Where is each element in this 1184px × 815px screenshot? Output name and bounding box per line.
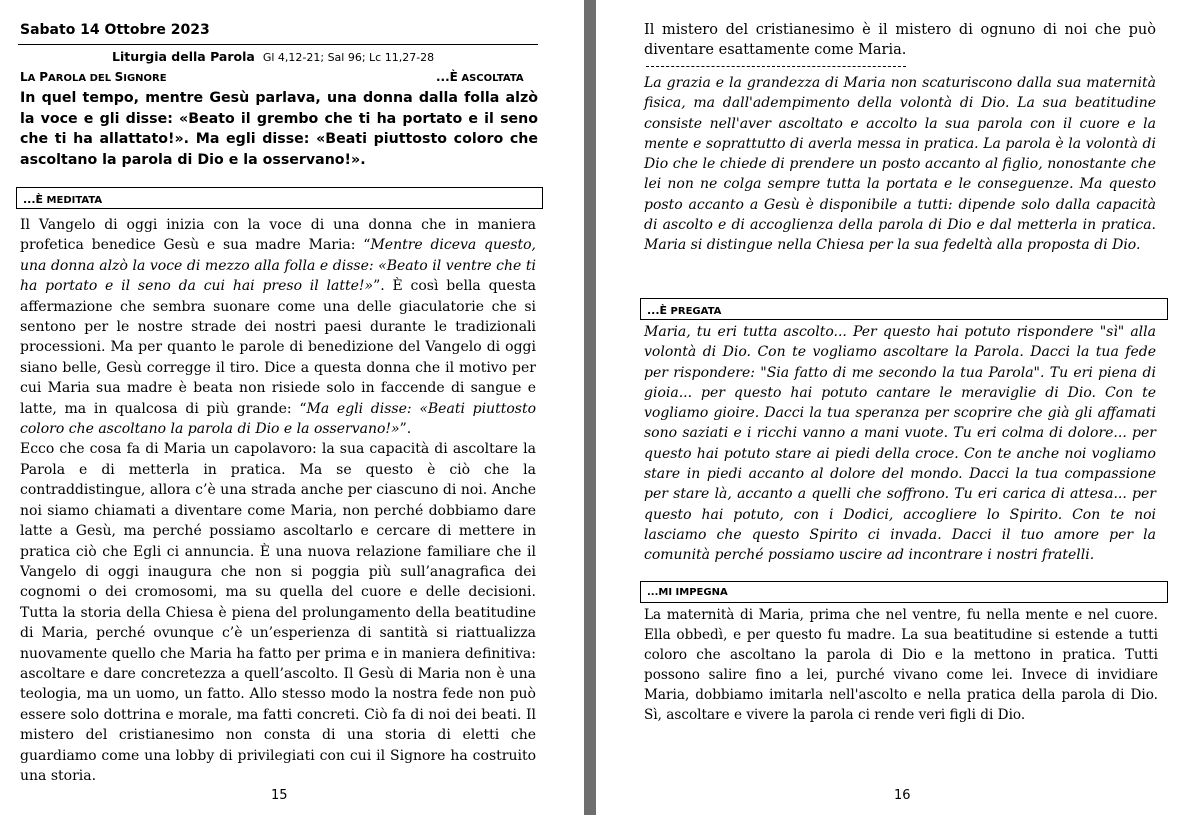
liturgy-line	[112, 49, 434, 64]
reflection-text: La grazia e la grandezza di Maria non scaturiscono dalla sua maternità fisica, ma dall'adempimento della volontà di Dio. La sua beatitudine consiste nell'aver ascoltato e accolto la sua parola con il cuore e la mente e soprattutto di averla messa in pratica. La parola è la volontà di Dio che le chiede di prendere un posto accanto al figlio, nonostante che lei non ne colga sempre tutta la portata e le conseguenze. Ma questo posto accanto a Gesù è disponibile a tutti: dipende solo dalla capacità di ascolto e di accoglienza della parola di Dio e dal metterla in pratica. Maria si distingue nella Chiesa per la sua fedeltà alla proposta di Dio.	[644, 75, 1156, 254]
meditation-text: Il Vangelo di oggi inizia con la voce di una donna che in maniera profetica benedice Gesù e sua madre Maria: “	[20, 217, 536, 254]
liturgy-refs: Gl 4,12-21; Sal 96; Lc 11,27-28	[262, 51, 435, 64]
right-page	[596, 0, 1184, 815]
section-word-header: LA PAROLA DEL SIGNORE	[20, 70, 167, 84]
page-number-left: 15	[271, 788, 288, 803]
section-listened-header: ...È ASCOLTATA	[436, 70, 524, 84]
liturgy-title: Liturgia della Parola	[112, 49, 255, 64]
commit-header-box: ...MI IMPEGNA	[640, 581, 1168, 603]
left-page	[0, 0, 584, 815]
page-number-right: 16	[894, 788, 911, 803]
meditation-paragraph-2: Ecco che cosa fa di Maria un capolavoro: la sua capacità di ascoltare la Parola e di metterla in pratica. Ma se questo è ciò che la contraddistingue, allora c’è una strada anche per ciascuno di noi. Anche noi siamo chiamati a diventare come Maria, non perché dobbiamo dare latte a Gesù, ma perché possiamo ascoltarlo e cercare di mettere in pratica ciò che Egli ci annuncia. È una nuova relazione familiare che il Vangelo di oggi inaugura che non si poggia più sull’anagrafica dei cognomi o dei cromosomi, ma su quella del cuore e delle decisioni. Tutta la storia della Chiesa è piena del prolungamento della beatitudine di Maria, perché ovunque c’è un’esperienza di santità si riattualizza nuovamente quello che Maria ha fatto per prima e in maniera definitiva: ascoltare e dare concretezza a quell’ascolto. Il Gesù di Maria non è una teologia, ma un uomo, un fatto. Allo stesso modo la nostra fede non può essere solo dottrina e morale, ma fatti concreti. Ciò fa di noi dei beati. Il mistero del cristianesimo non consta di una storia di eletti che guardiamo come una lobby di privilegiati con cui il Signore ha costruito una storia.	[20, 441, 536, 784]
right-intro-text: Il mistero del cristianesimo è il mistero di ognuno di noi che può diventare esattamente come Maria.	[644, 22, 1156, 58]
dashed-divider	[646, 66, 906, 67]
header-divider	[18, 44, 538, 45]
meditation-body	[20, 215, 536, 786]
gospel-text: In quel tempo, mentre Gesù parlava, una donna dalla folla alzò la voce e gli disse: «Beato il grembo che ti ha portato e il seno che ti ha allattato!». Ma egli disse: «Beati piuttosto coloro che ascoltano la parola di Dio e la osservano!».	[20, 90, 538, 168]
date-heading: Sabato 14 Ottobre 2023	[20, 22, 210, 38]
meditation-text: ”.	[399, 421, 412, 438]
page-gutter	[584, 0, 596, 815]
prayed-header-box: ...È PREGATA	[640, 298, 1168, 320]
meditation-text: ”. È così bella questa affermazione che sembra suonare come una delle giaculatorie che si sentono per le nostre strade dei nostri paesi durante le tradizionali processioni. Ma per quanto le parole di benedizione del Vangelo di oggi siano belle, Gesù corregge il tiro. Dice a questa donna che il motivo per cui Maria sua madre è beata non risiede solo in faccende di sangue e latte, ma in qualcosa di più grande: “	[20, 278, 536, 417]
prayer-text: Maria, tu eri tutta ascolto... Per questo hai potuto rispondere "sì" alla volontà di Dio. Con te vogliamo ascoltare la Parola. Dacci la tua fede per rispondere: "Sia fatto di me secondo la tua Parola". Tu eri piena di gioia... per questo hai potuto cantare le meraviglie di Dio. Con te vogliamo gioire. Dacci la tua speranza per scoprire che già gli affamati sono saziati e i ricchi vanno a mani vuote. Tu eri colma di dolore... per questo hai potuto stare ai piedi della croce. Con te anche noi vogliamo stare in piedi accanto al dolore del mondo. Dacci la tua compassione per stare là, accanto a quelli che soffrono. Tu eri carica di attesa... per questo hai potuto, con i Dodici, accogliere lo Spirito. Con te noi lasciamo che questo Spirito ci invada. Dacci il tuo amore per la comunità perché possiamo uscire ad incontrare i nostri fratelli.	[644, 324, 1156, 564]
meditation-quote: Ma egli disse: «Beati piuttosto coloro che ascoltano la parola di Dio e la osservano!»	[20, 400, 536, 438]
commitment-text: La maternità di Maria, prima che nel ventre, fu nella mente e nel cuore. Ella obbedì, e per questo fu madre. La sua beatitudine si estende a tutti coloro che ascoltano la parola di Dio e la mettono in pratica. Tutti possono salire fino a lei, purché vivano come lei. Invece di invidiare Maria, dobbiamo imitarla nell'ascolto e nella pratica della parola di Dio. Sì, ascoltare e vivere la parola ci rende veri figli di Dio.	[644, 607, 1158, 723]
meditated-header-box: ...È MEDITATA	[16, 187, 543, 209]
meditation-paragraph-1	[20, 215, 536, 439]
meditation-quote: Mentre diceva questo, una donna alzò la voce di mezzo alla folla e disse: «Beato il ventre che ti ha portato e il seno da cui hai preso il latte!»	[20, 237, 536, 295]
